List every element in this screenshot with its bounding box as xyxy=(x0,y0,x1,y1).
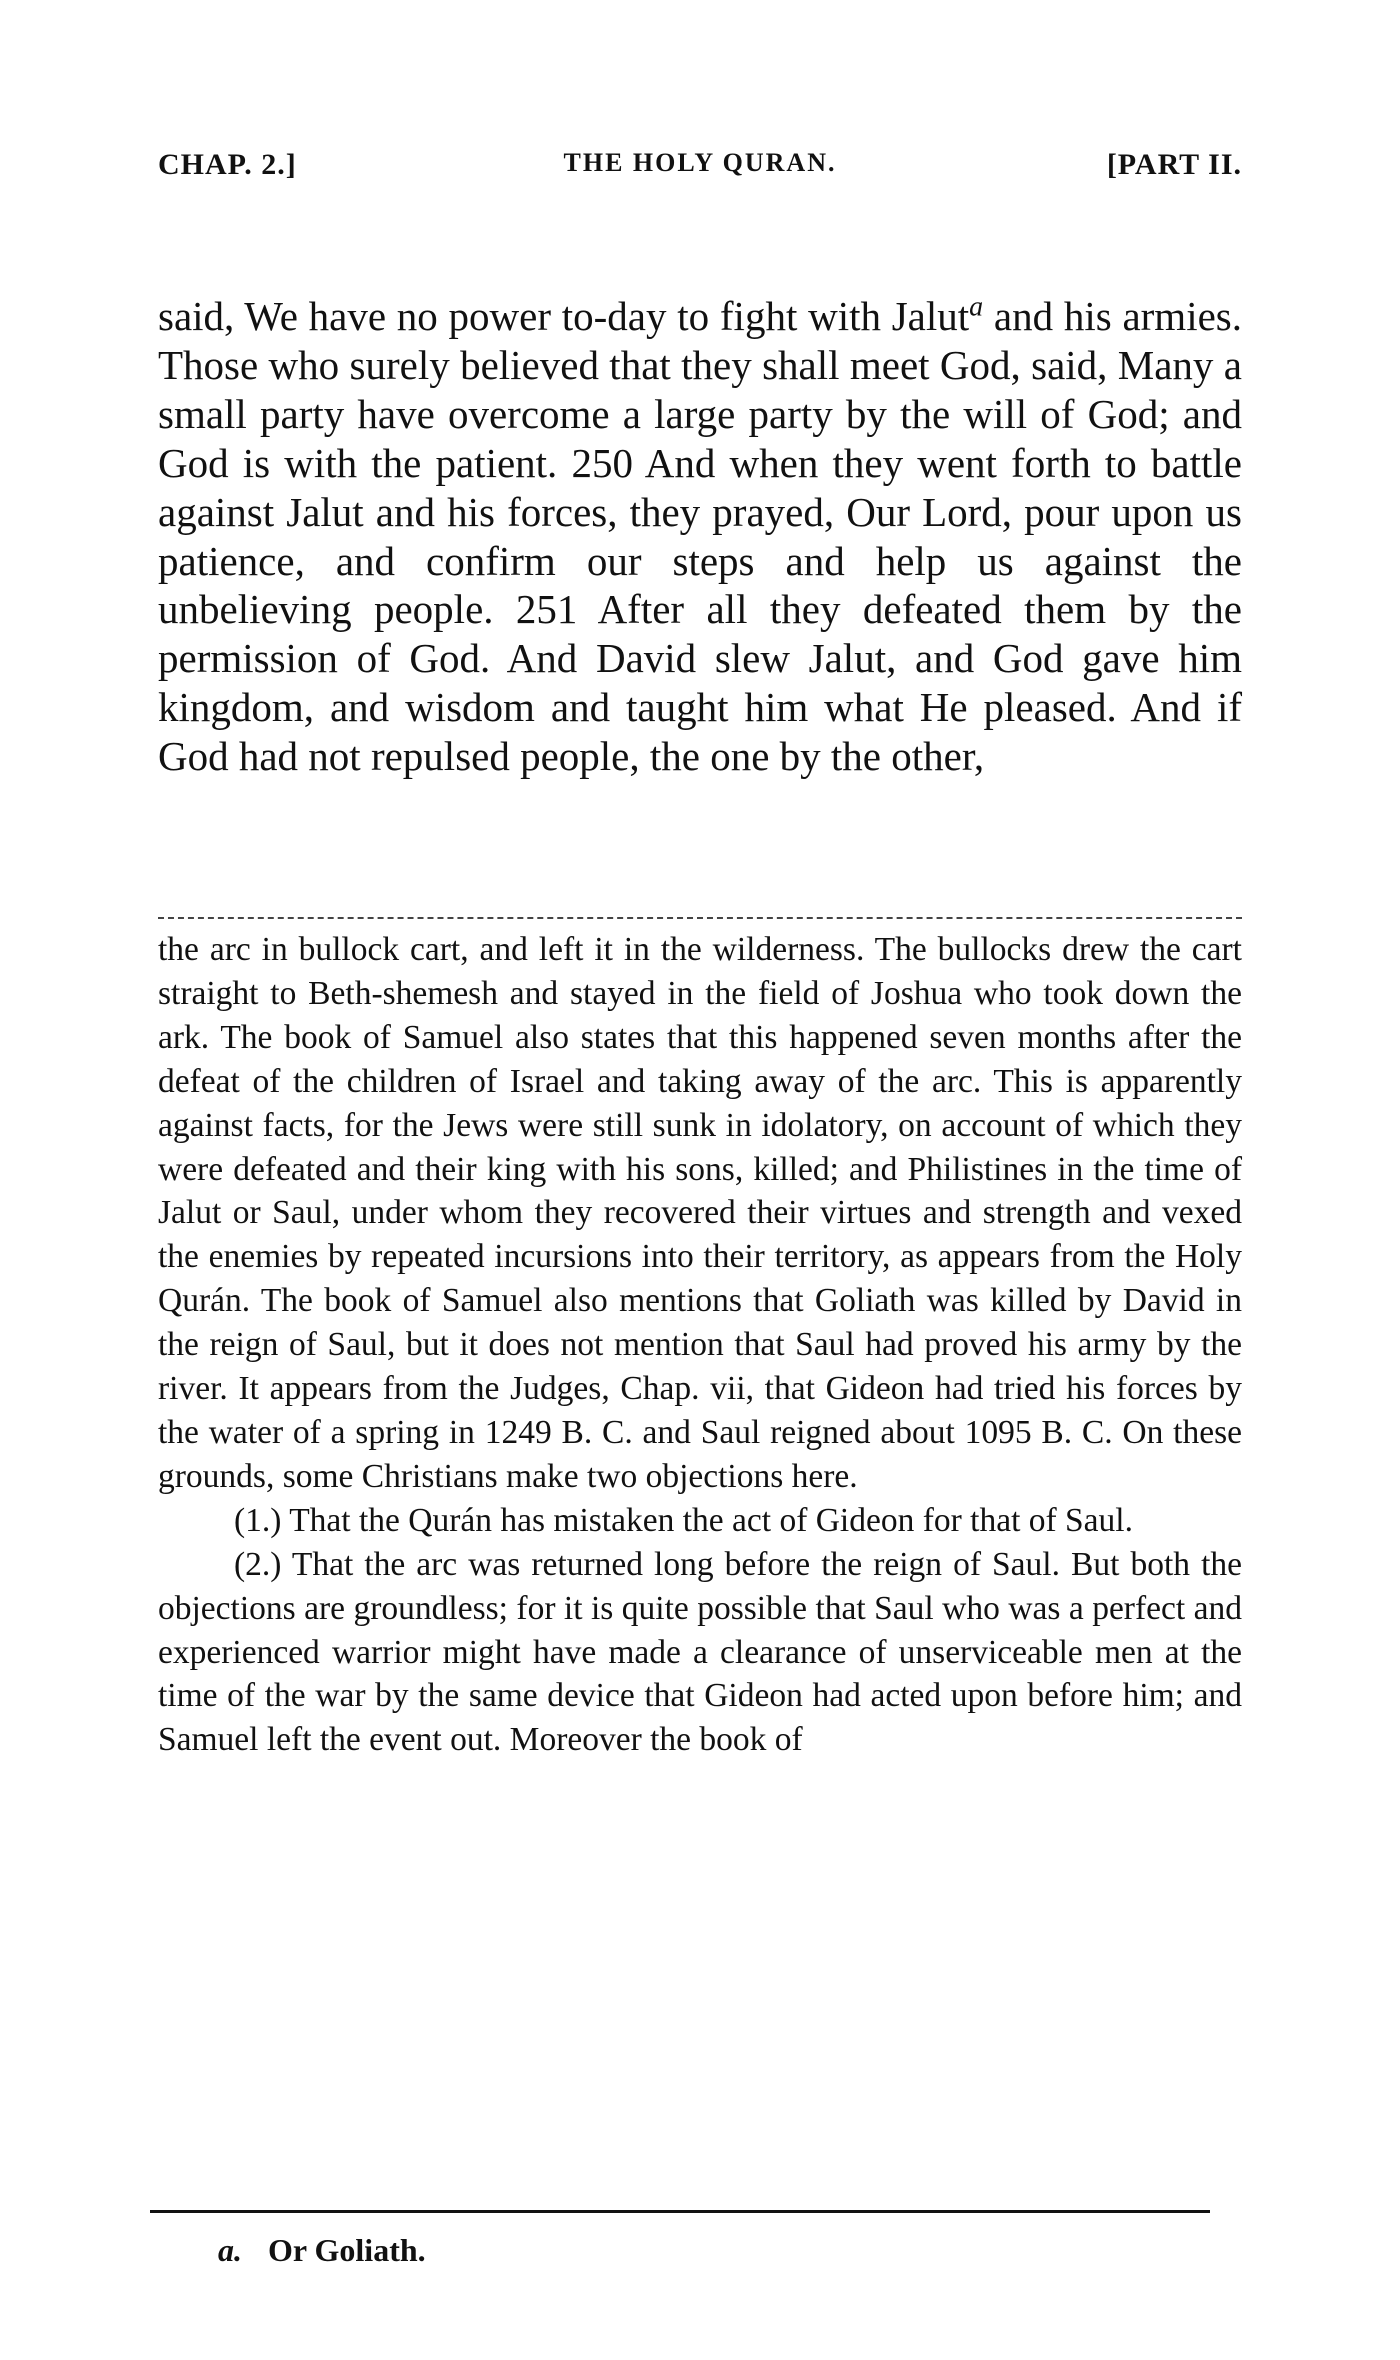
footnote-mark: a. xyxy=(218,2232,242,2268)
scripture-segment: And when they went forth to battle against Jalut and his forces, they prayed, Our Lord, pour upon us patience, and confirm our steps and help us against the unbelieving people. xyxy=(158,439,1242,633)
objection-one: (1.) That the Qurán has mistaken the act of Gideon for that of Saul. xyxy=(234,1501,1133,1539)
chapter-label: CHAP. 2.] xyxy=(158,148,297,181)
commentary-paragraph: the arc in bullock cart, and left it in the wilderness. The bullocks drew the cart straight to Beth-shemesh and stayed in the field of Joshua who took down the ark. The book of Samuel also states that this happened seven months after the defeat of the children of Israel and taking away of the arc. This is apparently against facts, for the Jews were still sunk in idolatory, on account of which they were defeated and their king with his sons, killed; and Philistines in the time of Jalut or Saul, under whom they recovered their virtues and strength and vexed the enemies by repeated incursions into their territory, as appears from the Holy Qurán. The book of Samuel also mentions that Goliath was killed by David in the reign of Saul, but it does not mention that Saul had proved his army by the river. It appears from the Judges, Chap. vii, that Gideon had tried his forces by the water of a spring in 1249 B. C. and Saul reigned about 1095 B. C. On these grounds, some Christians make two objections here. xyxy=(158,931,1242,1495)
commentary-text xyxy=(158,928,1242,1762)
scripture-segment: said, We have no power to-day to fight with Jalut xyxy=(158,293,970,339)
part-label: [PART II. xyxy=(1106,148,1242,181)
footnote xyxy=(218,2232,426,2269)
footnote-divider xyxy=(150,2210,1210,2213)
footnote-reference: a xyxy=(969,291,984,323)
scripture-segment: After all they defeated them by the permission of God. And David slew Jalut, and God gave him kingdom, and wisdom and taught him what He pleased. And if God had not repulsed people, the one by the other, xyxy=(158,586,1242,780)
scripture-text xyxy=(158,292,1242,781)
running-head xyxy=(158,148,1242,192)
scripture-segment: and his armies. Those who surely believed that they shall meet God, said, Many a small party have overcome a large party by the will of God; and God is with the patient. xyxy=(158,293,1242,486)
footnote-text: Or Goliath. xyxy=(268,2232,426,2268)
objection-two: (2.) That the arc was returned long before the reign of Saul. But both the objections are groundless; for it is quite possible that Saul who was a perfect and experienced warrior might have made a clearance of unserviceable men at the time of the war by the same device that Gideon had acted upon before him; and Samuel left the event out. Moreover the book of xyxy=(158,1545,1242,1759)
book-title: THE HOLY QURAN. xyxy=(563,148,837,177)
verse-number: 250 xyxy=(571,439,633,486)
verse-number: 251 xyxy=(515,586,578,633)
commentary-divider xyxy=(158,917,1242,919)
